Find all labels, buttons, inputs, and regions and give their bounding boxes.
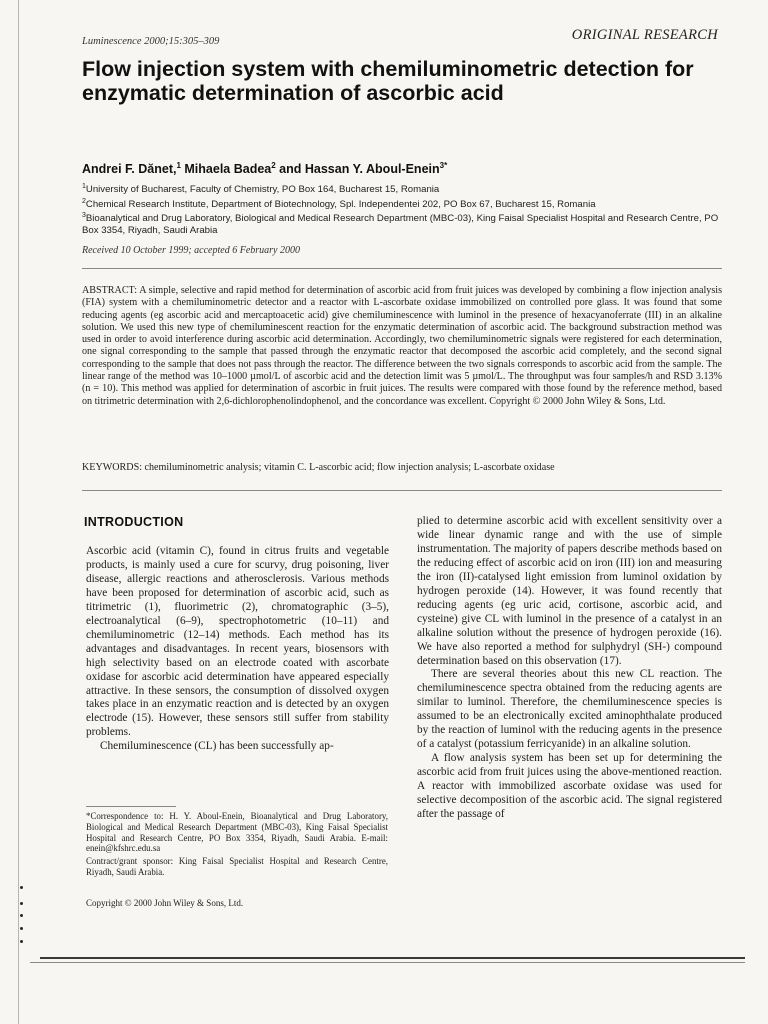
correspondence-footnote: *Correspondence to: H. Y. Aboul-Enein, Bioanalytical and Drug Laboratory, Biological and Medical Research Department (MBC-03), King Faisal Specialist Hospital and Research Centre, PO Box 3354, Riyadh, Saudi Arabia. E-mail: enein@kfshrc.edu.sa bbox=[86, 811, 388, 854]
section-heading-introduction: INTRODUCTION bbox=[84, 515, 184, 529]
body-paragraph: plied to determine ascorbic acid with excellent sensitivity over a wide linear dynamic range and with the use of simple instrumentation. The majority of papers describe methods based on the reducing effect of ascorbic acid on iron (III) ion and measuring the iron (II)-catalysed light emission from luminol oxidation by hydrogen peroxide (14). However, it was found recently that reducing agents (eg uric acid, cortisone, ascorbic acid, and cysteine) give CL with luminol in the presence of a catalyst in an alkaline solution without the presence of hydrogen peroxide (16). We have also reported a method for sulphydryl (SH-) compound determination based on this observation (17). bbox=[417, 515, 722, 667]
affiliation-text: University of Bucharest, Faculty of Chemistry, PO Box 164, Bucharest 15, Romania bbox=[85, 184, 440, 196]
section-divider bbox=[82, 268, 722, 269]
author-name: and Hassan Y. Aboul-Enein bbox=[275, 162, 440, 177]
author-list bbox=[82, 161, 447, 176]
copyright-notice: Copyright © 2000 John Wiley & Sons, Ltd. bbox=[86, 898, 244, 908]
affiliation-mark: 1 bbox=[82, 183, 86, 190]
author-affiliation-mark: 2 bbox=[271, 161, 276, 170]
binding-mark bbox=[20, 902, 23, 905]
footnotes bbox=[86, 811, 388, 880]
article-title: Flow injection system with chemiluminometric detection for enzymatic determination of ascorbic acid bbox=[82, 57, 694, 105]
binding-mark bbox=[20, 940, 23, 943]
article-type-label: ORIGINAL RESEARCH bbox=[571, 27, 718, 43]
section-divider bbox=[82, 490, 722, 491]
binding-mark bbox=[20, 914, 23, 917]
page-bottom-rule bbox=[30, 962, 745, 963]
body-column-right bbox=[417, 515, 722, 822]
body-paragraph: A flow analysis system has been set up for determining the ascorbic acid from fruit juices using the above-mentioned reaction. A reactor with immobilized ascorbate oxidase was used for selective decomposition of the ascorbic acid. The signal registered after the passage of bbox=[417, 752, 722, 821]
author-affiliation-mark: 3* bbox=[439, 161, 448, 170]
footnote-divider bbox=[86, 806, 176, 807]
journal-citation: Luminescence 2000;15:305–309 bbox=[82, 36, 220, 47]
binding-mark bbox=[20, 927, 23, 930]
page-bottom-rule bbox=[40, 957, 745, 959]
affiliation-mark: 3 bbox=[82, 212, 86, 220]
affiliation-item bbox=[82, 181, 732, 196]
author-affiliation-mark: 1 bbox=[176, 161, 181, 170]
affiliation-text: Bioanalytical and Drug Laboratory, Biological and Medical Research Department (MBC-03), King Faisal Specialist Hospital and Research Centre, PO Box 3354, Riyadh, Saudi Arabia bbox=[82, 213, 719, 237]
affiliation-list bbox=[82, 181, 732, 237]
body-paragraph: Ascorbic acid (vitamin C), found in citrus fruits and vegetable products, is mainly used a cure for scurvy, drug poisoning, liver disease, allergic reactions and atherosclerosis. Various methods have been proposed for determination of ascorbic acid, such as titrimetric (1), fluorimetric (2), chromatographic (3–5), electroanalytical (6–9), spectrophotometric (10–11) and chemiluminometric (12–14) methods. Each method has its advantages and disadvantages. In recent years, biosensors with high selectivity based on an electrode coated with ascorbate oxidase for ascorbic acid determination have appeared especially attractive. In these sensors, the consumption of dissolved oxygen takes place in an enzymatic reaction and is detected by an oxygen electrode (15). However, these sensors still suffer from stability problems. bbox=[86, 545, 389, 739]
sponsor-footnote: Contract/grant sponsor: King Faisal Specialist Hospital and Research Centre, Riyadh, Saudi Arabia. bbox=[86, 856, 388, 877]
abstract: ABSTRACT: A simple, selective and rapid method for determination of ascorbic acid from fruit juices was developed by combining a flow injection analysis (FIA) system with a chemiluminometric detector and a reactor with L-ascorbate oxidase immobilized on controlled pore glass. It was found that some reducing agents (eg ascorbic acid and mercaptoacetic acid) give chemiluminescence with luminol in the presence of hexacyanoferrate (III) in an alkaline solution. We used this new type of chemiluminescent reaction for the enzymatic determination of ascorbic acid. The background substraction method was used in order to avoid interference during ascorbic acid determination. Accordingly, two chemiluminometric signals were registered for each determination, one signal corresponding to the sample that passed through the enzymatic reactor that decomposed the ascorbic acid completely, and the second signal corresponding to the sample that does not pass through the reactor. The difference between the two signals corresponds to ascorbic acid from the sample. The linear range of the method was 10–1000 µmol/L of ascorbic acid and the detection limit was 5 µmol/L. The throughput was four samples/h and RSD 3.13% (n = 10). This method was applied for determination of ascorbic in fruit juices. The results were compared with those found by the reference method, based on titrimetric determination with 2,6-dichlorophenolindophenol, and the concordance was excellent. Copyright © 2000 John Wiley & Sons, Ltd. bbox=[82, 285, 722, 407]
affiliation-item bbox=[82, 196, 732, 211]
body-paragraph: There are several theories about this new CL reaction. The chemiluminescence spectra obtained from the reducing agents are similar to luminol. Therefore, the chemiluminescence species is assumed to be an electronically excited aminophthalate produced by the reaction of luminol with the reducing agents in the presence of a catalyst (potassium ferricyanide) in an alkaline solution. bbox=[417, 668, 722, 751]
page-binding-edge bbox=[18, 0, 19, 1024]
body-paragraph: Chemiluminescence (CL) has been successfully ap- bbox=[100, 740, 334, 753]
author-name: Mihaela Badea bbox=[180, 162, 272, 177]
affiliation-text: Chemical Research Institute, Department of Biotechnology, Spl. Independentei 202, PO Box 67, Bucharest 15, Romania bbox=[85, 198, 596, 210]
received-dates: Received 10 October 1999; accepted 6 February 2000 bbox=[82, 245, 300, 256]
keywords: KEYWORDS: chemiluminometric analysis; vitamin C. L-ascorbic acid; flow injection analysis; L-ascorbate oxidase bbox=[82, 462, 555, 473]
body-column-left bbox=[86, 545, 389, 754]
affiliation-item bbox=[82, 210, 732, 236]
affiliation-mark: 2 bbox=[82, 197, 86, 205]
binding-mark bbox=[20, 886, 23, 889]
author-name: Andrei F. Dănet, bbox=[82, 162, 177, 177]
